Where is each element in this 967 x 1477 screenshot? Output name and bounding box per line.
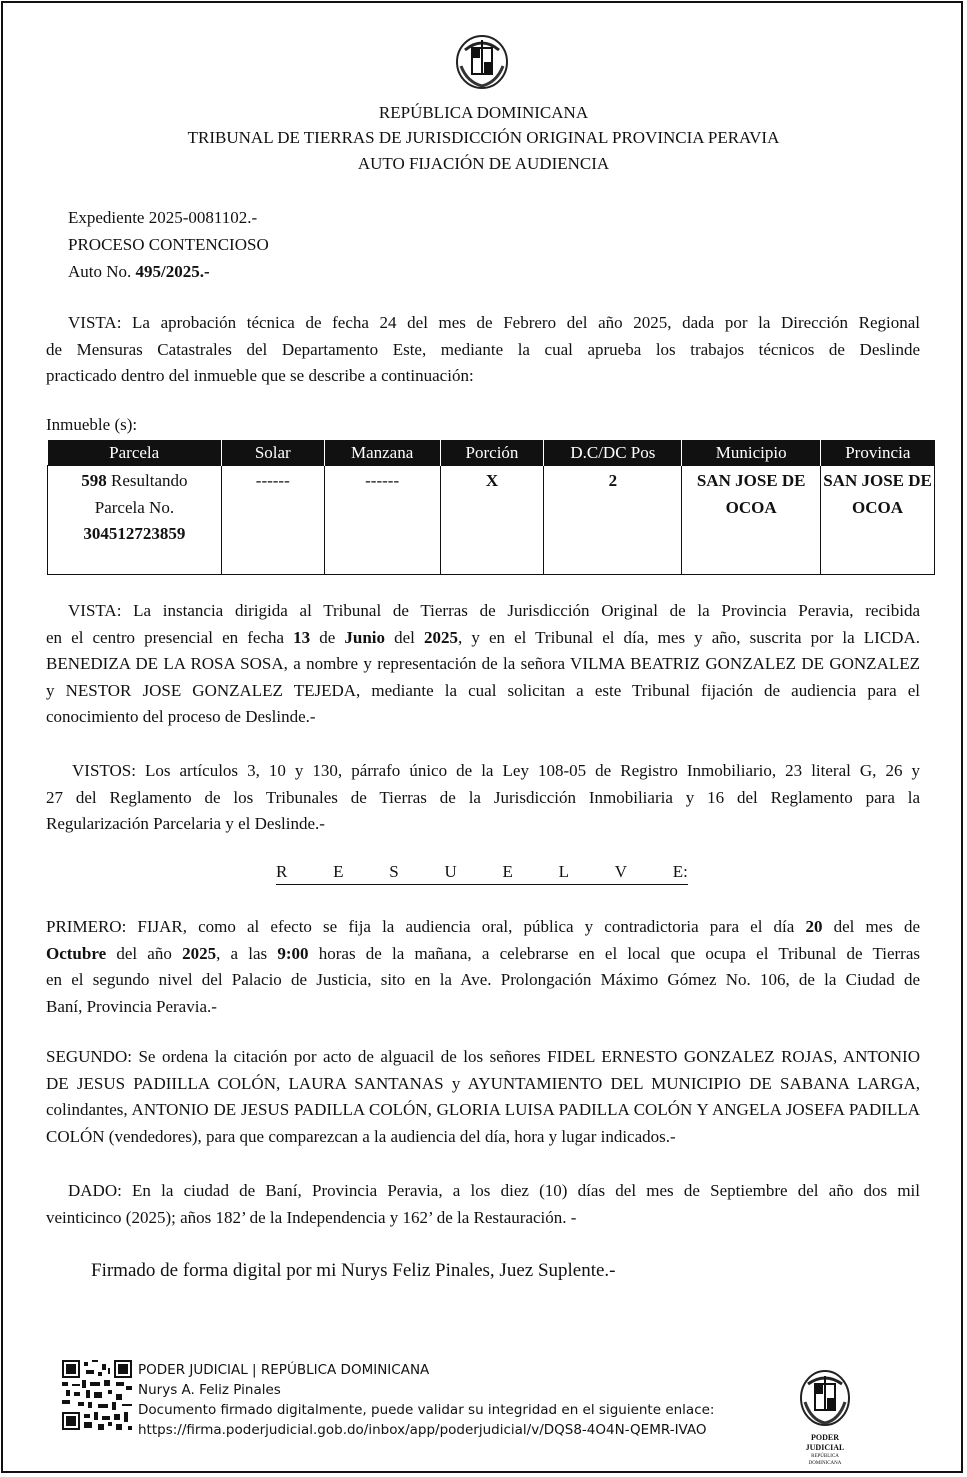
table-row [48,466,935,575]
digital-signature-footer [138,1360,714,1440]
country-title: REPÚBLICA DOMINICANA [378,103,589,122]
document-title: AUTO FIJACIÓN DE AUDIENCIA [357,154,610,173]
inmueble-table [47,440,935,575]
footer-validation-link[interactable]: https://firma.poderjudicial.gob.do/inbox/app/poderjudicial/v/DQS8-4O4N-QEMR-IVAO [138,1422,707,1438]
segundo-paragraph: SEGUNDO: Se ordena la citación por acto de alguacil de los señores FIDEL ERNESTO GONZALEZ ROJAS, ANTONIO DE JESUS PADIILLA COLÓN, LAURA SANTANAS y AYUNTAMIENTO DEL MUNICIPIO DE SABANA LARGA, colindantes, ANTONIO DE JESUS PADILLA COLÓN, GLORIA LUISA PADILLA COLÓN Y ANGELA JOSEFA PADILLA COLÓN (vendedores), para que comparezcan a la audiencia del día, hora y lugar indicados.- [46,1047,920,1146]
footer-institution: PODER JUDICIAL | REPÚBLICA DOMINICANA [138,1362,430,1378]
col-header: Municipio [682,440,821,466]
qr-code-icon[interactable] [62,1360,132,1430]
vista-instancia: VISTA: La instancia dirigida al Tribunal de Tierras de Jurisdicción Original de la Provincia Peravia, recibida en el centro presencial en fecha 13 de Junio del 2025, y en el Tribunal el día, mes y año, suscrita por la LICDA. BENEDIZA DE LA ROSA SOSA, a nombre y representación de la señora VILMA BEATRIZ GONZALEZ DE GONZALEZ y NESTOR JOSE GONZALEZ TEJEDA, mediante la cual solicitan a este Tribunal fijación de audiencia para el conocimiento del proceso de Deslinde.- [46,601,920,726]
proceso: PROCESO CONTENCIOSO [68,235,269,254]
tribunal-title: TRIBUNAL DE TIERRAS DE JURISDICCIÓN ORIGINAL PROVINCIA PERAVIA [187,128,780,147]
col-header: Parcela [48,440,222,466]
table-header-row [48,440,935,466]
col-header: Provincia [821,440,935,466]
poder-judicial-emblem-icon [799,1368,851,1428]
inmueble-label: Inmueble (s): [46,415,138,434]
signature-line: Firmado de forma digital por mi Nurys Feliz Pinales, Juez Suplente.- [91,1260,616,1281]
resuelve-heading: R E S U E L V E: [276,862,688,885]
auto-number: Auto No. 495/2025.- [68,262,210,281]
col-header: Manzana [324,440,440,466]
cell-manzana: ------ [324,466,440,575]
cell-municipio: SAN JOSE DE OCOA [682,466,821,575]
vistos-paragraph: VISTOS: Los artículos 3, 10 y 130, párrafo único de la Ley 108-05 de Registro Inmobiliario, 23 literal G, 26 y 27 del Reglamento de los Tribunales de Tierras de la Jurisdicción Inmobiliaria y 16 del Reglamento para la Regularización Parcelaria y el Deslinde.- [46,761,920,833]
poder-judicial-logo: PODER JUDICIAL REPÚBLICA DOMINICANA [795,1368,855,1467]
col-header: Solar [221,440,324,466]
expediente: Expediente 2025-0081102.- [68,208,258,227]
cell-parcela: 598 Resultando Parcela No. 304512723859 [48,466,222,575]
footer-signer: Nurys A. Feliz Pinales [138,1382,281,1398]
case-meta [68,204,269,285]
footer-notice: Documento firmado digitalmente, puede validar su integridad en el siguiente enlace: [138,1402,715,1418]
cell-porcion: X [440,466,544,575]
coat-of-arms-icon [455,30,509,90]
cell-provincia: SAN JOSE DE OCOA [821,466,935,575]
dado-paragraph: DADO: En la ciudad de Baní, Provincia Peravia, a los diez (10) días del mes de Septiembre del año dos mil veinticinco (2025); años 182’ de la Independencia y 162’ de la Restauración. - [46,1181,920,1227]
vista-aprobacion: VISTA: La aprobación técnica de fecha 24 del mes de Febrero del año 2025, dada por la Dirección Regional de Mensuras Catastrales del Departamento Este, mediante la cual aprueba los trabajos técnicos de Deslinde practicado dentro del inmueble que se describe a continuación: [46,313,920,385]
primero-paragraph: PRIMERO: FIJAR, como al efecto se fija la audiencia oral, pública y contradictoria para el día 20 del mes de Octubre del año 2025, a las 9:00 horas de la mañana, a celebrarse en el local que ocupa el Tribunal de Tierras en el segundo nivel del Palacio de Justicia, sito en la Ave. Prolongación Máximo Gómez No. 106, de la Ciudad de Baní, Provincia Peravia.- [46,917,921,1016]
cell-solar: ------ [221,466,324,575]
col-header: D.C/DC Pos [544,440,682,466]
cell-dc: 2 [544,466,682,575]
col-header: Porción [440,440,544,466]
